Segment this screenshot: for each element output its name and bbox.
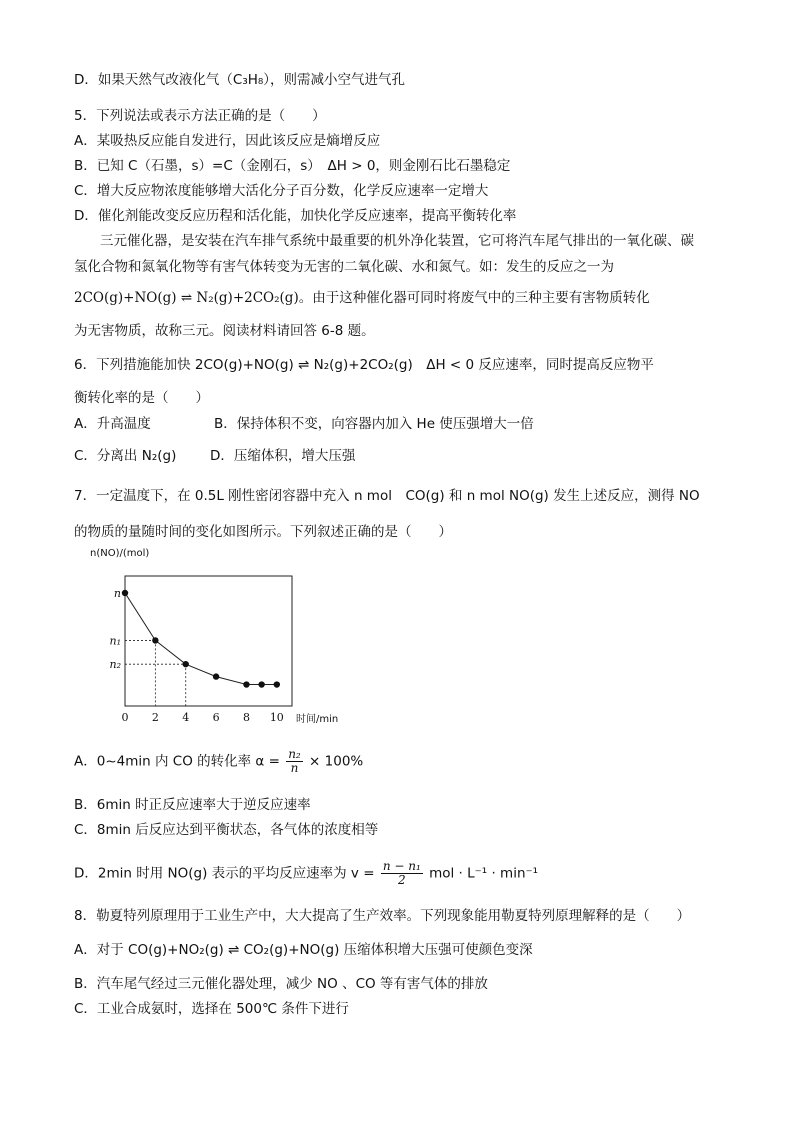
y-tick-label: n₂ (109, 658, 121, 672)
q7-option-c: C．8min 后反应达到平衡状态，各气体的浓度相等 (74, 822, 379, 838)
plot-frame (125, 576, 292, 706)
material-para-4: 为无害物质，故称三元。阅读材料请回答 6-8 题。 (74, 323, 375, 339)
fraction-rate: $\frac{\text{n − n₁}}{2}$ (382, 859, 421, 887)
data-point (122, 590, 128, 596)
y-axis-label: n(NO)/(mol) (90, 548, 150, 559)
q8-option-a: A．对于 CO(g)+NO₂(g) ⇌ CO₂(g)+NO(g) 压缩体积增大压强可使颜色变深 (74, 942, 533, 958)
material-para-2: 氢化合物和氮氧化物等有害气体转变为无害的二氧化碳、水和氮气。如：发生的反应之一为 (74, 259, 614, 275)
q7-option-a: A．0~4min 内 CO 的转化率 α = $\frac{\text{n₂}}{n}$ × 100% (74, 747, 364, 775)
q6-stem-1: 6．下列措施能加快 2CO(g)+NO(g) ⇌ N₂(g)+2CO₂(g) ΔH < 0 反应速率，同时提高反应物平 (74, 357, 654, 373)
q7-option-d: D．2min 时用 NO(g) 表示的平均反应速率为 v = $\frac{\text{n − n₁}}{2}$ mol · L⁻¹ · min⁻¹ (74, 859, 539, 887)
q8-stem: 8．勒夏特列原理用于工业生产中，大大提高了生产效率。下列现象能用勒夏特列原理解释的是（ ） (74, 908, 691, 924)
reaction-equation: 2CO(g)+NO(g) ⇌ N₂(g)+2CO₂(g) (74, 290, 299, 306)
x-tick-label: 4 (182, 711, 190, 724)
q4-option-d: D．如果天然气改液化气（C₃H₈），则需减小空气进气孔 (74, 72, 406, 88)
material-para-3: 2CO(g)+NO(g) ⇌ N₂(g)+2CO₂(g)。由于这种催化器可同时将废气中的三种主要有害物质转化 (74, 290, 650, 306)
q5-option-d: D．催化剂能改变反应历程和活化能，加快化学反应速率，提高平衡转化率 (74, 208, 517, 224)
no-curve (125, 593, 277, 685)
q5-stem: 5．下列说法或表示方法正确的是（ ） (74, 108, 326, 124)
data-point (243, 681, 249, 687)
x-tick-label: 6 (212, 711, 220, 724)
q5-option-a: A．某吸热反应能自发进行，因此该反应是熵增反应 (74, 133, 381, 149)
q7-stem-2: 的物质的量随时间的变化如图所示。下列叙述正确的是（ ） (74, 524, 452, 540)
data-point (183, 661, 189, 667)
material-para-1: 三元催化器，是安装在汽车排气系统中最重要的机外净化装置，它可将汽车尾气排出的一氧化碳、碳 (100, 233, 694, 249)
y-tick-label: n₁ (109, 634, 121, 648)
x-tick-label: 10 (269, 711, 284, 724)
x-tick-label: 8 (242, 711, 250, 724)
q8-option-c: C．工业合成氨时，选择在 500℃ 条件下进行 (74, 1001, 349, 1017)
data-point (258, 681, 264, 687)
q6-option-b: B．保持体积不变，向容器内加入 He 使压强增大一倍 (214, 416, 534, 432)
q6-option-c: C．分离出 N₂(g) (74, 448, 177, 464)
q6-option-d: D．压缩体积，增大压强 (210, 448, 356, 464)
no-amount-chart (90, 548, 360, 728)
data-point (213, 673, 219, 679)
x-tick-label: 2 (151, 711, 159, 724)
x-axis-label: 时间/min (296, 714, 339, 725)
fraction-n2-over-n: $\frac{\text{n₂}}{n}$ (288, 747, 301, 775)
data-point (274, 681, 280, 687)
q5-option-c: C．增大反应物浓度能够增大活化分子百分数，化学反应速率一定增大 (74, 183, 489, 199)
q5-option-b: B．已知 C（石墨，s）=C（金刚石，s） ΔH > 0，则金刚石比石墨稳定 (74, 158, 511, 174)
q6-option-a: A．升高温度 (74, 416, 151, 432)
q8-option-b: B．汽车尾气经过三元催化器处理，减少 NO 、CO 等有害气体的排放 (74, 976, 488, 992)
y-tick-label: n (113, 586, 121, 600)
q7-option-b: B．6min 时正反应速率大于逆反应速率 (74, 797, 311, 813)
x-tick-label: 0 (121, 711, 129, 724)
q6-options-ab (74, 414, 534, 434)
q6-options-cd (74, 446, 355, 466)
q7-stem-1: 7．一定温度下，在 0.5L 刚性密闭容器中充入 n mol CO(g) 和 n mol NO(g) 发生上述反应，测得 NO (74, 488, 700, 504)
data-point (152, 637, 158, 643)
q6-stem-2: 衡转化率的是（ ） (74, 390, 209, 406)
